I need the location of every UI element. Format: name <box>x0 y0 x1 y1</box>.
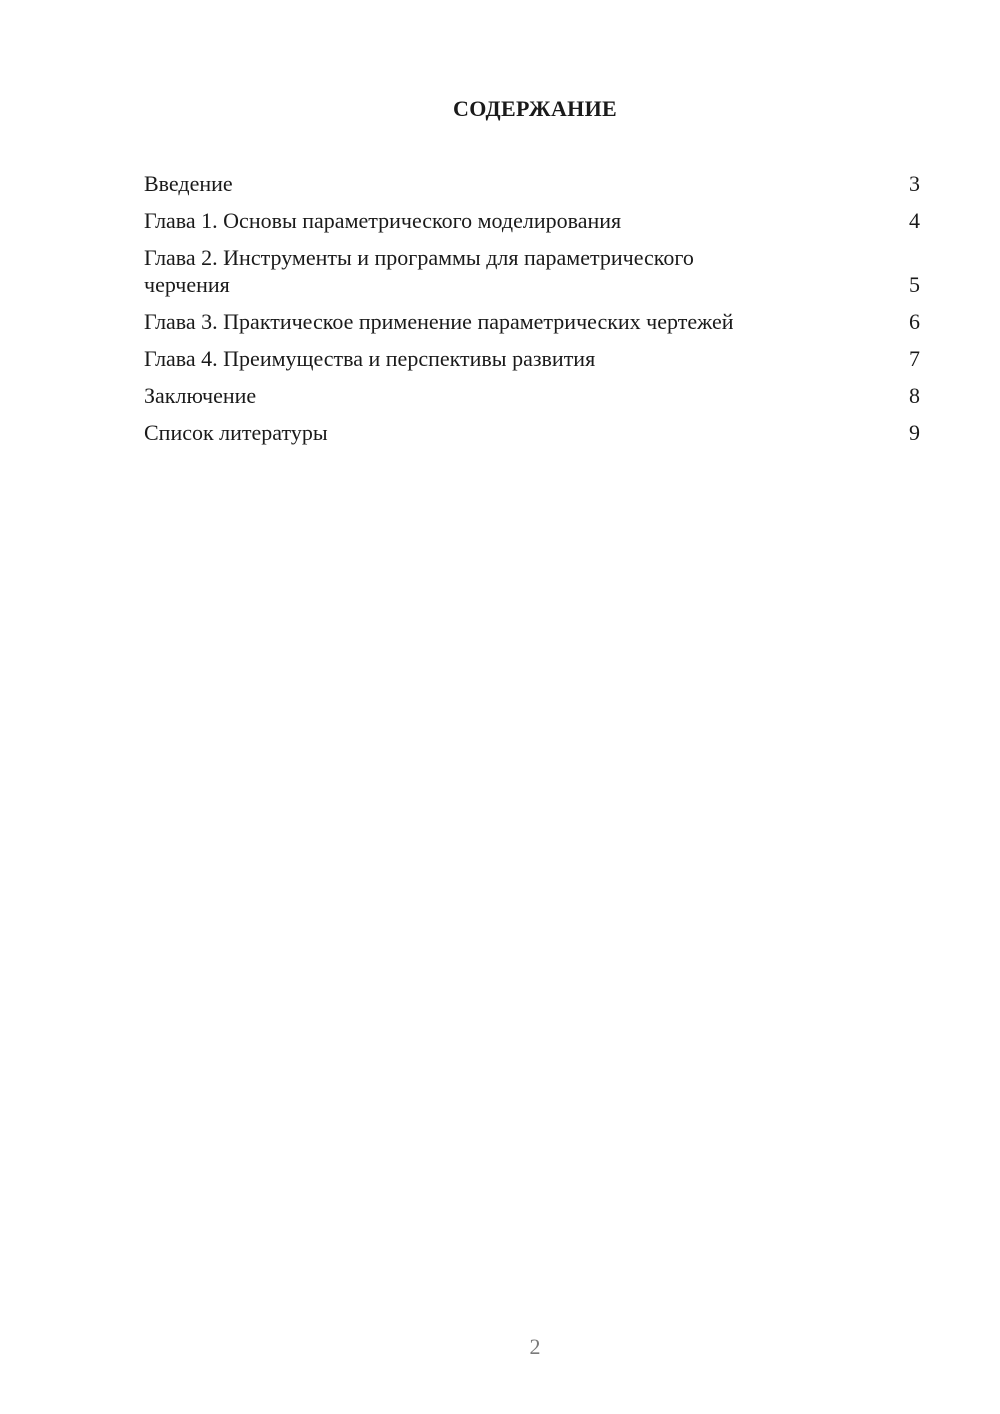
toc-item-page: 5 <box>909 272 920 297</box>
toc-item <box>144 382 920 409</box>
toc-item-page: 7 <box>909 346 920 371</box>
toc-item-label: Глава 2. Инструменты и программы для параметрического черчения <box>144 245 694 297</box>
toc-item <box>144 244 920 298</box>
toc-item-page: 8 <box>909 383 920 408</box>
toc-item-label: Глава 4. Преимущества и перспективы развития <box>144 346 596 371</box>
toc-item <box>144 308 920 335</box>
toc-item-label: Список литературы <box>144 420 328 445</box>
toc-item-label: Глава 3. Практическое применение параметрических чертежей <box>144 309 734 334</box>
toc-item-label: Заключение <box>144 383 257 408</box>
toc-title: СОДЕРЖАНИЕ <box>453 96 617 121</box>
toc-item-label: Введение <box>144 171 233 196</box>
toc-item <box>144 170 920 197</box>
toc-item <box>144 419 920 446</box>
toc-item-page: 6 <box>909 309 920 334</box>
toc-item <box>144 207 920 234</box>
toc-item-page: 4 <box>909 208 920 233</box>
page-number: 2 <box>529 1334 541 1359</box>
toc-item-label: Глава 1. Основы параметрического моделирования <box>144 208 622 233</box>
toc-item-page: 9 <box>909 420 920 445</box>
toc-item-page: 3 <box>909 171 920 196</box>
table-of-contents <box>144 170 920 456</box>
toc-item <box>144 345 920 372</box>
